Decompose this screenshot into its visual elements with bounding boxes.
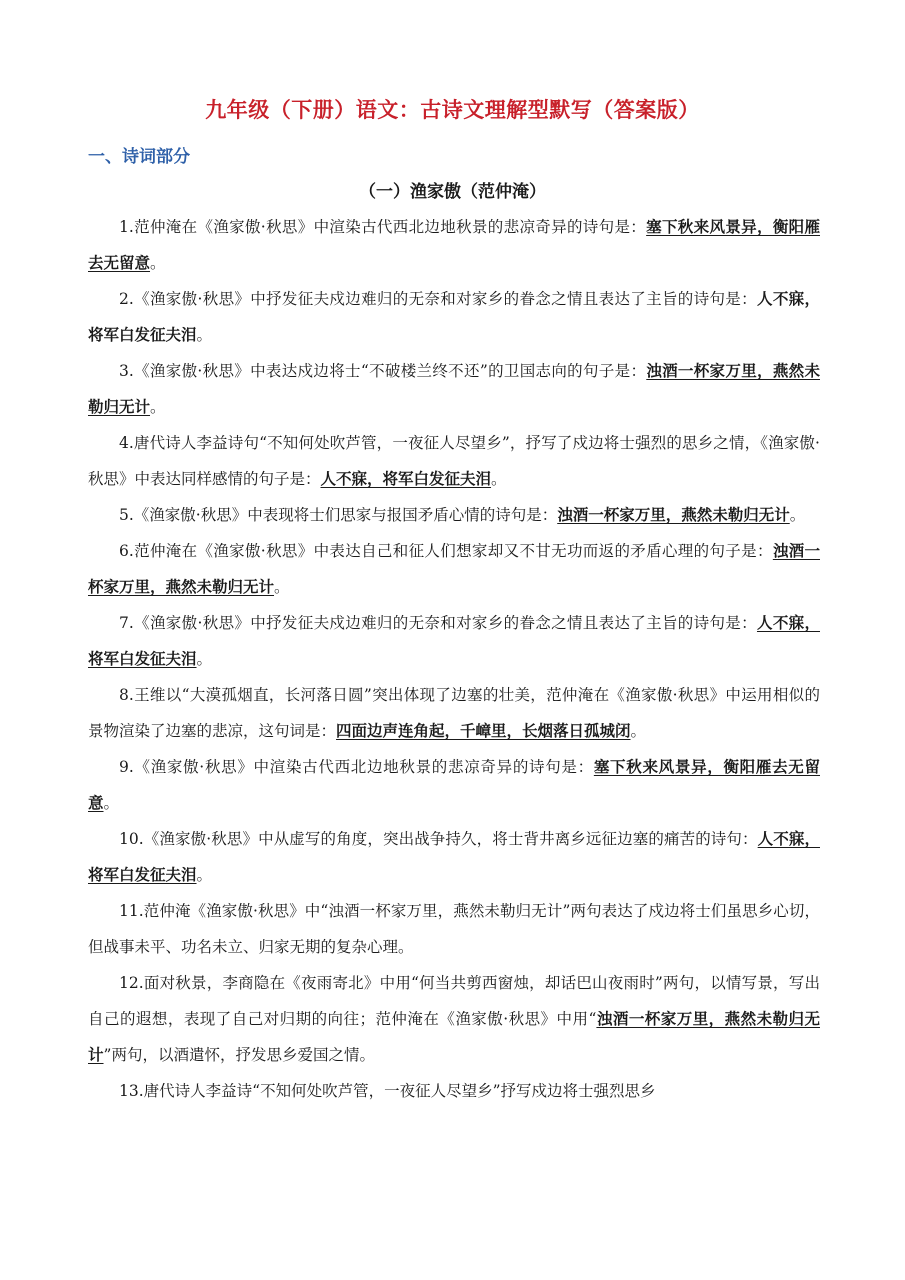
answer-text: 塞下秋来风景异，衡阳雁去无留意 (88, 218, 820, 272)
question-text: 12.面对秋景，李商隐在《夜雨寄北》中用“何当共剪西窗烛，却话巴山夜雨时”两句，以情写景，写出自己的遐想，表现了自己对归期的向往；范仲淹在《渔家傲·秋思》中用“ (88, 974, 820, 1028)
question-tail: ”两句，以酒遣怀，抒发思乡爱国之情。 (103, 1046, 375, 1064)
question-item (88, 1073, 820, 1109)
question-text: 11.范仲淹《渔家傲·秋思》中“浊酒一杯家万里，燕然未勒归无计”两句表达了戍边将士们虽思乡心切，但战事未平、功名未立、归家无期的复杂心理。 (88, 902, 820, 956)
question-tail: 。 (150, 254, 166, 272)
question-text: 10.《渔家傲·秋思》中从虚写的角度，突出战争持久，将士背井离乡远征边塞的痛苦的诗句： (119, 830, 758, 848)
question-tail: 。 (196, 650, 213, 668)
answer-text: 人不寐，将军白发征夫泪 (88, 614, 820, 668)
question-text: 1.范仲淹在《渔家傲·秋思》中渲染古代西北边地秋景的悲凉奇异的诗句是： (119, 218, 647, 236)
answer-text: 塞下秋来风景异，衡阳雁去无留意 (88, 758, 820, 812)
answer-text: 四面边声连角起，千嶂里，长烟落日孤城闭 (336, 722, 631, 740)
question-item (88, 353, 820, 425)
subsection-heading: （一）渔家傲（范仲淹） (359, 182, 546, 202)
answer-text: 浊酒一杯家万里，燕然未勒归无计 (557, 506, 790, 524)
question-tail: 。 (491, 470, 507, 488)
question-text: 9.《渔家傲·秋思》中渲染古代西北边地秋景的悲凉奇异的诗句是： (119, 758, 594, 776)
question-tail: 。 (274, 578, 290, 596)
question-text: 3.《渔家傲·秋思》中表达戍边将士“不破楼兰终不还”的卫国志向的句子是： (119, 362, 647, 380)
question-tail: 。 (150, 398, 166, 416)
answer-text: 人不寐，将军白发征夫泪 (88, 290, 820, 344)
question-item (88, 605, 820, 677)
question-item (88, 965, 820, 1073)
question-item (88, 821, 820, 893)
question-item (88, 893, 820, 965)
question-item (88, 281, 820, 353)
question-item (88, 209, 820, 281)
question-text: 6.范仲淹在《渔家傲·秋思》中表达自己和征人们想家却又不甘无功而返的矛盾心理的句子是： (119, 542, 773, 560)
answer-text: 人不寐，将军白发征夫泪 (320, 470, 492, 488)
answer-text: 浊酒一杯家万里，燕然未勒归无计 (88, 362, 820, 416)
question-tail: 。 (789, 506, 806, 524)
question-tail: 。 (196, 866, 213, 884)
question-list (88, 209, 820, 1109)
question-item (88, 533, 820, 605)
question-item (88, 749, 820, 821)
document-title: 九年级（下册）语文：古诗文理解型默写（答案版） (205, 98, 700, 122)
answer-text: 浊酒一杯家万里，燕然未勒归无计 (88, 542, 820, 596)
question-item (88, 677, 820, 749)
question-item (88, 497, 820, 533)
question-text: 13.唐代诗人李益诗“不知何处吹芦管，一夜征人尽望乡”抒写戍边将士强烈思乡 (119, 1082, 656, 1100)
question-item (88, 425, 820, 497)
question-text: 2.《渔家傲·秋思》中抒发征夫戍边难归的无奈和对家乡的眷念之情且表达了主旨的诗句是： (119, 290, 757, 308)
question-text: 8.王维以“大漠孤烟直，长河落日圆”突出体现了边塞的壮美，范仲淹在《渔家傲·秋思》中运用相似的景物渲染了边塞的悲凉，这句词是： (88, 686, 820, 740)
section-heading: 一、诗词部分 (88, 147, 190, 167)
answer-text: 浊酒一杯家万里，燕然未勒归无计 (88, 1010, 820, 1064)
answer-text: 人不寐，将军白发征夫泪 (88, 830, 820, 884)
question-tail: 。 (630, 722, 647, 740)
question-text: 7.《渔家傲·秋思》中抒发征夫戍边难归的无奈和对家乡的眷念之情且表达了主旨的诗句是： (119, 614, 757, 632)
question-tail: 。 (103, 794, 120, 812)
question-text: 4.唐代诗人李益诗句“不知何处吹芦管，一夜征人尽望乡”，抒写了戍边将士强烈的思乡之情，《渔家傲·秋思》中表达同样感情的句子是： (88, 434, 820, 488)
question-text: 5.《渔家傲·秋思》中表现将士们思家与报国矛盾心情的诗句是： (119, 506, 558, 524)
question-tail: 。 (196, 326, 213, 344)
